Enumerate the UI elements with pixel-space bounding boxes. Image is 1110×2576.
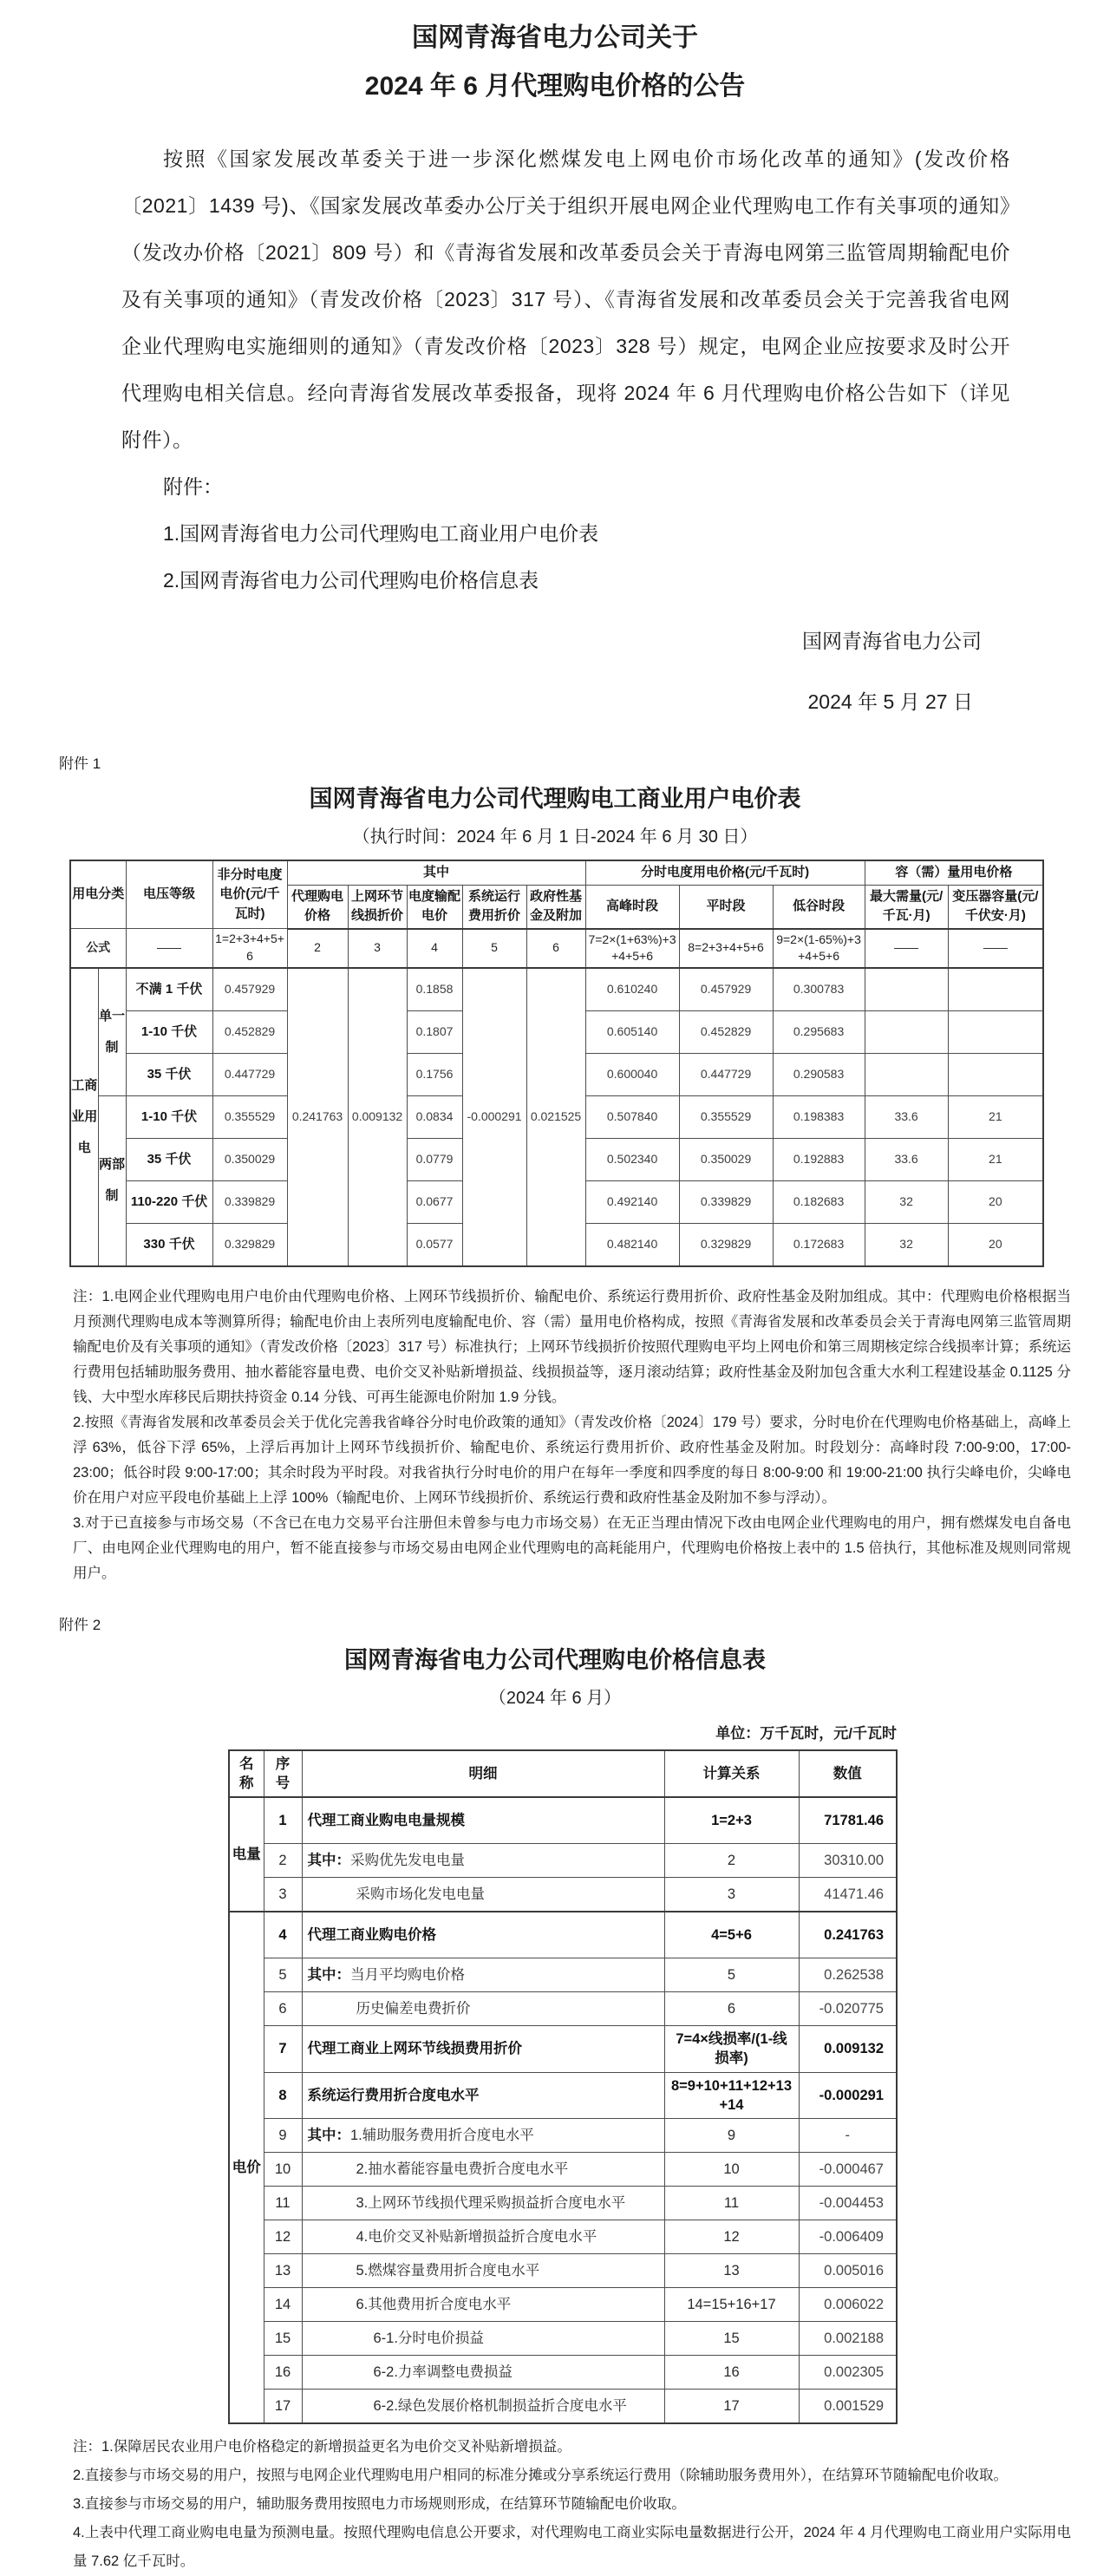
merged-gov-fund: 0.021525 (526, 968, 585, 1266)
table-row: 13 5.燃煤容量费用折合度电水平 13 0.005016 (229, 2254, 897, 2288)
annex1-notes (73, 1285, 1071, 1586)
table-row: 2 其中：采购优先发电电量 2 30310.00 (229, 1844, 897, 1878)
table-row: 5 其中：当月平均购电价格 5 0.262538 (229, 1958, 897, 1992)
header-relation: 计算关系 (664, 1750, 799, 1798)
header-normal: 平时段 (679, 885, 773, 929)
header-user-class: 用电分类 (70, 860, 126, 929)
table-row: 10 2.抽水蓄能容量电费折合度电水平 10 -0.000467 (229, 2153, 897, 2187)
annex1-subtitle: （执行时间：2024 年 6 月 1 日-2024 年 6 月 30 日） (352, 827, 758, 847)
header-capacity-price: 容（需）量用电价格 (865, 860, 1043, 885)
header-among: 其中 (287, 860, 585, 885)
annex1-title: 国网青海省电力公司代理购电工商业用户电价表 (309, 786, 801, 812)
table-row: 35 千伏 0.350029 0.0779 0.502340 0.350029 0.192883 33.6 21 (70, 1138, 1043, 1180)
table-row: 14 6.其他费用折合度电水平 14=15+16+17 0.006022 (229, 2288, 897, 2322)
header-detail: 明细 (302, 1750, 664, 1798)
table-row: 工商业用电 单一制 不满 1 千伏 0.457929 0.241763 0.009132 0.1858 -0.000291 0.021525 0.610240 0.457929 0.300783 (70, 968, 1043, 1011)
annex2-subtitle: （2024 年 6 月） (488, 1688, 622, 1708)
annex2-title: 国网青海省电力公司代理购电价格信息表 (344, 1646, 766, 1673)
table-row: 电价 4 代理工商业购电价格 4=5+6 0.241763 (229, 1912, 897, 1958)
header-flat-price: 非分时电度电价(元/千瓦时) (212, 860, 287, 929)
doc-title-line2: 2024 年 6 月代理购电价格的公告 (364, 72, 746, 101)
signature: 国网青海省电力公司 (802, 630, 982, 652)
header-system-run-fee: 系统运行费用折价 (462, 885, 526, 929)
header-max-demand: 最大需量(元/千瓦·月) (865, 885, 948, 929)
header-peak: 高峰时段 (585, 885, 679, 929)
annex2-info-table (228, 1749, 898, 2425)
note-line: 3.直接参与市场交易的用户，辅助服务费用按照电力市场规则形成，在结算环节随输配电价收取。 (73, 2496, 686, 2513)
group-single-system: 单一制 (98, 968, 126, 1096)
annex2-label: 附件 2 (59, 1616, 101, 1633)
unit-label: 单位：万千瓦时，元/千瓦时 (715, 1724, 897, 1742)
merged-agency-price: 0.241763 (287, 968, 348, 1266)
header-transformer-capacity: 变压器容量(元/千伏安·月) (948, 885, 1043, 929)
header-line-loss: 上网环节线损折价 (348, 885, 407, 929)
merged-line-loss: 0.009132 (348, 968, 407, 1266)
table-row: 15 6-1.分时电价损益 15 0.002188 (229, 2322, 897, 2356)
header-serial: 序号 (264, 1750, 302, 1798)
table-row: 7 代理工商业上网环节线损费用折价 7=4×线损率/(1-线损率) 0.009132 (229, 2026, 897, 2073)
table-row: 9 其中：1.辅助服务费用折合度电水平 9 - (229, 2119, 897, 2153)
header-voltage: 电压等级 (126, 860, 212, 929)
table-row: 6 历史偏差电费折价 6 -0.020775 (229, 1992, 897, 2026)
doc-title (0, 0, 1110, 111)
attachment-item-1: 1.国网青海省电力公司代理购电工商业用户电价表 (163, 522, 599, 545)
header-valley: 低谷时段 (773, 885, 865, 929)
annex1-price-table (69, 860, 1044, 1267)
header-name: 名称 (229, 1750, 264, 1798)
table-row: 电量 1 代理工商业购电电量规模 1=2+3 71781.46 (229, 1797, 897, 1844)
header-agency-price: 代理购电价格 (287, 885, 348, 929)
formula-row: 公式 —— 1=2+3+4+5+6 2 3 4 5 6 7=2×(1+63%)+3+4+5+6 8=2+3+4+5+6 9=2×(1-65%)+3+4+5+6 —— —— (70, 929, 1043, 968)
table-row: 12 4.电价交叉补贴新增损益折合度电水平 12 -0.006409 (229, 2220, 897, 2254)
annex2-notes (73, 2433, 1071, 2576)
table-row: 3 采购市场化发电电量 3 41471.46 (229, 1878, 897, 1912)
signature-date: 2024 年 5 月 27 日 (807, 690, 973, 713)
header-tou-price: 分时电度用电价格(元/千瓦时) (585, 860, 865, 885)
group-electricity-price: 电价 (229, 1912, 264, 2423)
doc-title-line1: 国网青海省电力公司关于 (412, 23, 698, 52)
header-gov-fund: 政府性基金及附加 (526, 885, 585, 929)
annex1-label: 附件 1 (59, 755, 101, 772)
group-electricity-quantity: 电量 (229, 1797, 264, 1912)
note-line: 2.按照《青海省发展和改革委员会关于优化完善我省峰谷分时电价政策的通知》（青发改价格〔2024〕179 号）要求，分时电价在代理购电价格基础上，高峰上浮 63%，低谷下浮 65%，上浮后再加计上网环节线损折价、输配电价、系统运行费用折价、政府性基金及附加。时段划分：高峰时段 7:00-9:00，17:00-23:00；低谷时段 9:00-17:00；其余时段为平时段。对我省执行分时电价的用户在每年一季度和四季度的每日 8:00-9:00 和 19:00-21:00 执行尖峰电价，尖峰电价在用户对应平段电价基础上上浮 100%（输配电价、上网环节线损折价、系统运行费和政府性基金及附加不参与浮动）。 (73, 1414, 1071, 1506)
category-industry-commerce: 工商业用电 (70, 968, 98, 1266)
note-line: 注：1.保障居民农业用户电价格稳定的新增损益更名为电价交叉补贴新增损益。 (73, 2439, 571, 2455)
table-row: 11 3.上网环节线损代理采购损益折合度电水平 11 -0.004453 (229, 2187, 897, 2220)
merged-system-run: -0.000291 (462, 968, 526, 1266)
attachment-item-2: 2.国网青海省电力公司代理购电价格信息表 (163, 569, 539, 592)
note-line: 4.上表中代理工商业购电电量为预测电量。按照代理购电信息公开要求，对代理购电工商业实际电量数据进行公开，2024 年 4 月代理购电工商业用户实际用电量 7.62 亿千瓦时。 (73, 2525, 1071, 2570)
note-line: 2.直接参与市场交易的用户，按照与电网企业代理购电用户相同的标准分摊或分享系统运行费用（除辅助服务费用外），在结算环节随输配电价收取。 (73, 2468, 1009, 2484)
attachment-list (163, 463, 1010, 604)
table-row: 110-220 千伏 0.339829 0.0677 0.492140 0.339829 0.182683 32 20 (70, 1180, 1043, 1223)
table-row: 1-10 千伏 0.452829 0.1807 0.605140 0.452829 0.295683 (70, 1010, 1043, 1053)
table-row: 330 千伏 0.329829 0.0577 0.482140 0.329829 0.172683 32 20 (70, 1223, 1043, 1266)
table-row: 35 千伏 0.447729 0.1756 0.600040 0.447729 0.290583 (70, 1053, 1043, 1095)
table-row: 16 6-2.力率调整电费损益 16 0.002305 (229, 2356, 897, 2390)
group-two-part-system: 两部制 (98, 1095, 126, 1266)
table-row: 8 系统运行费用折合度电水平 8=9+10+11+12+13+14 -0.000291 (229, 2072, 897, 2119)
doc-paragraph: 按照《国家发展改革委关于进一步深化燃煤发电上网电价市场化改革的通知》(发改价格〔2021〕1439 号)、《国家发展改革委办公厅关于组织开展电网企业代理购电工作有关事项的通知》（发改办价格〔2021〕809 号）和《青海省发展和改革委员会关于青海电网第三监管周期输配电价及有关事项的通知》（青发改价格〔2023〕317 号）、《青海省发展和改革委员会关于完善我省电网企业代理购电实施细则的通知》（青发改价格〔2023〕328 号）规定，电网企业应按要求及时公开代理购电相关信息。经向青海省发展改革委报备，现将 2024 年 6 月代理购电价格公告如下（详见附件）。 (121, 147, 1010, 451)
header-value: 数值 (799, 1750, 897, 1798)
table-row: 17 6-2.绿色发展价格机制损益折合度电水平 17 0.001529 (229, 2390, 897, 2424)
note-line: 注：1.电网企业代理购电用户电价由代理购电价格、上网环节线损折价、输配电价、系统运行费用折价、政府性基金及附加组成。其中：代理购电价格根据当月预测代理购电成本等测算所得；输配电价由上表所列电度输配电价、容（需）量用电价格构成，按照《青海省发展和改革委员会关于青海电网第三监管周期输配电价及有关事项的通知》（青发改价格〔2023〕317 号）标准执行；上网环节线损折价按照代理购电平均上网电价和第三周期核定综合线损率计算；系统运行费用包括辅助服务费用、抽水蓄能容量电费、电价交叉补贴新增损益、线损损益等，逐月滚动结算；政府性基金及附加包含重大水利工程建设基金 0.1125 分钱、大中型水库移民后期扶持资金 0.14 分钱、可再生能源电价附加 1.9 分钱。 (73, 1288, 1071, 1405)
attachments-label: 附件： (163, 475, 223, 498)
note-line: 3.对于已直接参与市场交易（不含已在电力交易平台注册但未曾参与电力市场交易）在无正当理由情况下改由电网企业代理购电的用户，拥有燃煤发电自备电厂、由电网企业代理购电的用户，暂不能直接参与市场交易由电网企业代理购电的高耗能用户，代理购电价格按上表中的 1.5 倍执行，其他标准及规则同常规用户。 (73, 1514, 1071, 1581)
header-transmission-price: 电度输配电价 (407, 885, 462, 929)
table-row: 两部制 1-10 千伏 0.355529 0.0834 0.507840 0.355529 0.198383 33.6 21 (70, 1095, 1043, 1138)
